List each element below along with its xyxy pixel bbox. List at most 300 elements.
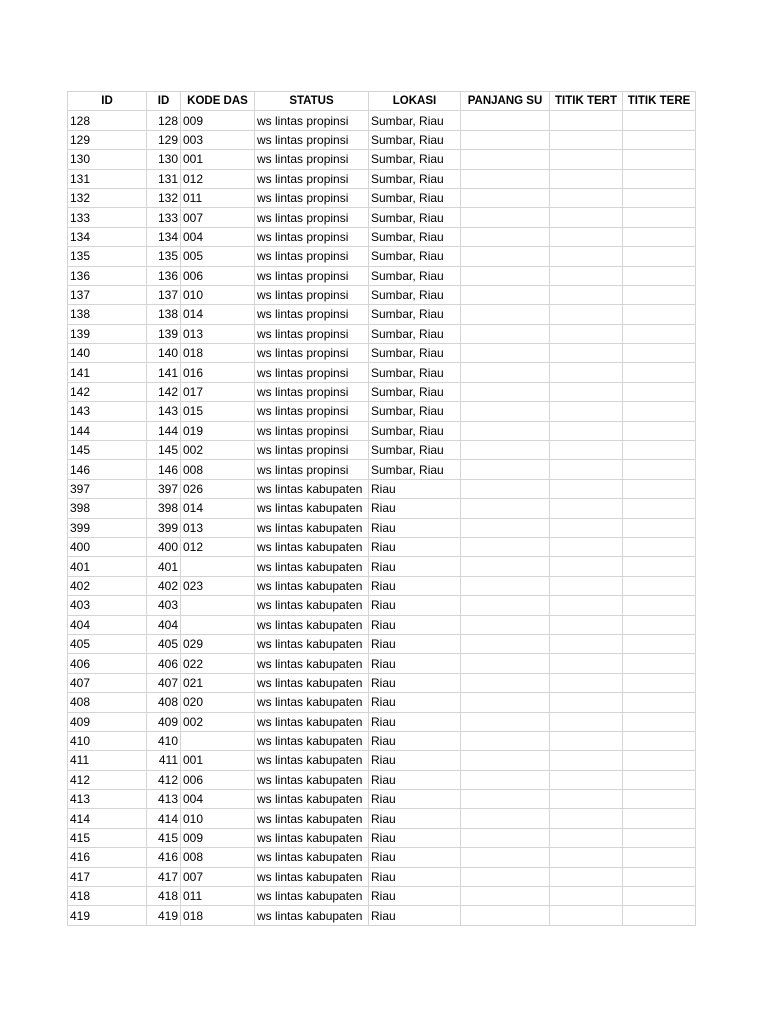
cell-panjang-su[interactable] [461, 887, 550, 906]
cell-lokasi[interactable]: Sumbar, Riau [369, 208, 461, 227]
cell-titik-tert[interactable] [550, 596, 623, 615]
cell-kode-das[interactable] [181, 596, 255, 615]
cell-id[interactable]: 412 [68, 770, 147, 789]
cell-lokasi[interactable]: Sumbar, Riau [369, 363, 461, 382]
cell-lokasi[interactable]: Riau [369, 809, 461, 828]
cell-lokasi[interactable]: Riau [369, 479, 461, 498]
cell-status[interactable]: ws lintas propinsi [255, 324, 369, 343]
cell-panjang-su[interactable] [461, 363, 550, 382]
cell-titik-tert[interactable] [550, 576, 623, 595]
cell-lokasi[interactable]: Riau [369, 557, 461, 576]
cell-titik-tere[interactable] [623, 576, 696, 595]
cell-status[interactable]: ws lintas kabupaten [255, 479, 369, 498]
cell-status[interactable]: ws lintas propinsi [255, 421, 369, 440]
cell-titik-tere[interactable] [623, 479, 696, 498]
cell-status[interactable]: ws lintas kabupaten [255, 828, 369, 847]
cell-id[interactable]: 129 [68, 130, 147, 149]
cell-panjang-su[interactable] [461, 382, 550, 401]
cell-status[interactable]: ws lintas kabupaten [255, 596, 369, 615]
cell-titik-tere[interactable] [623, 130, 696, 149]
cell-panjang-su[interactable] [461, 305, 550, 324]
cell-lokasi[interactable]: Riau [369, 518, 461, 537]
cell-id-2[interactable]: 128 [147, 111, 181, 130]
cell-kode-das[interactable]: 004 [181, 790, 255, 809]
cell-kode-das[interactable]: 007 [181, 867, 255, 886]
cell-lokasi[interactable]: Riau [369, 615, 461, 634]
cell-kode-das[interactable]: 006 [181, 770, 255, 789]
cell-titik-tere[interactable] [623, 169, 696, 188]
cell-status[interactable]: ws lintas kabupaten [255, 887, 369, 906]
cell-kode-das[interactable]: 003 [181, 130, 255, 149]
cell-lokasi[interactable]: Sumbar, Riau [369, 421, 461, 440]
cell-titik-tert[interactable] [550, 809, 623, 828]
cell-status[interactable]: ws lintas propinsi [255, 344, 369, 363]
cell-lokasi[interactable]: Sumbar, Riau [369, 150, 461, 169]
cell-id-2[interactable]: 129 [147, 130, 181, 149]
cell-titik-tert[interactable] [550, 266, 623, 285]
cell-id-2[interactable]: 414 [147, 809, 181, 828]
cell-panjang-su[interactable] [461, 654, 550, 673]
cell-kode-das[interactable]: 006 [181, 266, 255, 285]
cell-titik-tere[interactable] [623, 421, 696, 440]
cell-panjang-su[interactable] [461, 537, 550, 556]
cell-status[interactable]: ws lintas kabupaten [255, 906, 369, 925]
cell-id-2[interactable]: 399 [147, 518, 181, 537]
header-lokasi[interactable]: LOKASI [369, 92, 461, 111]
cell-panjang-su[interactable] [461, 169, 550, 188]
cell-id-2[interactable]: 139 [147, 324, 181, 343]
cell-status[interactable]: ws lintas kabupaten [255, 673, 369, 692]
cell-titik-tere[interactable] [623, 518, 696, 537]
cell-id[interactable]: 408 [68, 693, 147, 712]
cell-panjang-su[interactable] [461, 596, 550, 615]
cell-id[interactable]: 416 [68, 848, 147, 867]
cell-id[interactable]: 417 [68, 867, 147, 886]
cell-id-2[interactable]: 418 [147, 887, 181, 906]
cell-kode-das[interactable]: 018 [181, 344, 255, 363]
cell-status[interactable]: ws lintas propinsi [255, 460, 369, 479]
cell-id[interactable]: 144 [68, 421, 147, 440]
cell-titik-tere[interactable] [623, 382, 696, 401]
cell-status[interactable]: ws lintas propinsi [255, 130, 369, 149]
cell-id[interactable]: 137 [68, 285, 147, 304]
cell-lokasi[interactable]: Sumbar, Riau [369, 227, 461, 246]
header-titik-tert[interactable]: TITIK TERT [550, 92, 623, 111]
cell-id-2[interactable]: 403 [147, 596, 181, 615]
cell-titik-tere[interactable] [623, 324, 696, 343]
cell-lokasi[interactable]: Riau [369, 906, 461, 925]
cell-titik-tere[interactable] [623, 731, 696, 750]
header-id[interactable]: ID [68, 92, 147, 111]
cell-titik-tere[interactable] [623, 188, 696, 207]
cell-id[interactable]: 135 [68, 247, 147, 266]
cell-titik-tert[interactable] [550, 227, 623, 246]
cell-id[interactable]: 397 [68, 479, 147, 498]
cell-kode-das[interactable]: 014 [181, 499, 255, 518]
cell-kode-das[interactable]: 021 [181, 673, 255, 692]
cell-id[interactable]: 410 [68, 731, 147, 750]
cell-status[interactable]: ws lintas propinsi [255, 305, 369, 324]
cell-panjang-su[interactable] [461, 770, 550, 789]
cell-id-2[interactable]: 133 [147, 208, 181, 227]
cell-id-2[interactable]: 411 [147, 751, 181, 770]
cell-lokasi[interactable]: Sumbar, Riau [369, 247, 461, 266]
cell-kode-das[interactable]: 013 [181, 518, 255, 537]
cell-titik-tert[interactable] [550, 285, 623, 304]
cell-status[interactable]: ws lintas propinsi [255, 188, 369, 207]
cell-panjang-su[interactable] [461, 751, 550, 770]
cell-lokasi[interactable]: Sumbar, Riau [369, 344, 461, 363]
cell-id-2[interactable]: 415 [147, 828, 181, 847]
cell-titik-tere[interactable] [623, 111, 696, 130]
cell-kode-das[interactable]: 029 [181, 634, 255, 653]
cell-kode-das[interactable]: 023 [181, 576, 255, 595]
cell-titik-tert[interactable] [550, 790, 623, 809]
cell-id-2[interactable]: 416 [147, 848, 181, 867]
cell-titik-tert[interactable] [550, 887, 623, 906]
cell-id[interactable]: 404 [68, 615, 147, 634]
cell-id[interactable]: 401 [68, 557, 147, 576]
cell-titik-tert[interactable] [550, 324, 623, 343]
cell-id[interactable]: 413 [68, 790, 147, 809]
cell-lokasi[interactable]: Riau [369, 576, 461, 595]
cell-lokasi[interactable]: Riau [369, 751, 461, 770]
cell-lokasi[interactable]: Riau [369, 596, 461, 615]
cell-id-2[interactable]: 142 [147, 382, 181, 401]
cell-kode-das[interactable]: 017 [181, 382, 255, 401]
cell-titik-tere[interactable] [623, 712, 696, 731]
cell-titik-tert[interactable] [550, 693, 623, 712]
cell-status[interactable]: ws lintas kabupaten [255, 693, 369, 712]
cell-titik-tert[interactable] [550, 479, 623, 498]
cell-id-2[interactable]: 405 [147, 634, 181, 653]
cell-lokasi[interactable]: Sumbar, Riau [369, 130, 461, 149]
cell-id[interactable]: 142 [68, 382, 147, 401]
cell-kode-das[interactable]: 022 [181, 654, 255, 673]
cell-titik-tere[interactable] [623, 654, 696, 673]
cell-titik-tere[interactable] [623, 441, 696, 460]
cell-kode-das[interactable]: 008 [181, 460, 255, 479]
cell-titik-tert[interactable] [550, 906, 623, 925]
cell-id-2[interactable]: 406 [147, 654, 181, 673]
cell-panjang-su[interactable] [461, 227, 550, 246]
cell-kode-das[interactable]: 004 [181, 227, 255, 246]
cell-id-2[interactable]: 135 [147, 247, 181, 266]
cell-id-2[interactable]: 141 [147, 363, 181, 382]
header-id-2[interactable]: ID [147, 92, 181, 111]
cell-id-2[interactable]: 132 [147, 188, 181, 207]
cell-lokasi[interactable]: Sumbar, Riau [369, 111, 461, 130]
cell-id[interactable]: 136 [68, 266, 147, 285]
cell-titik-tert[interactable] [550, 208, 623, 227]
cell-status[interactable]: ws lintas propinsi [255, 111, 369, 130]
cell-titik-tert[interactable] [550, 150, 623, 169]
cell-lokasi[interactable]: Sumbar, Riau [369, 305, 461, 324]
cell-status[interactable]: ws lintas kabupaten [255, 809, 369, 828]
cell-panjang-su[interactable] [461, 731, 550, 750]
cell-lokasi[interactable]: Riau [369, 770, 461, 789]
cell-id[interactable]: 415 [68, 828, 147, 847]
cell-panjang-su[interactable] [461, 266, 550, 285]
cell-titik-tert[interactable] [550, 130, 623, 149]
cell-id-2[interactable]: 398 [147, 499, 181, 518]
cell-status[interactable]: ws lintas kabupaten [255, 790, 369, 809]
cell-panjang-su[interactable] [461, 402, 550, 421]
cell-status[interactable]: ws lintas propinsi [255, 285, 369, 304]
cell-titik-tert[interactable] [550, 441, 623, 460]
cell-id-2[interactable]: 136 [147, 266, 181, 285]
cell-kode-das[interactable] [181, 731, 255, 750]
cell-id-2[interactable]: 134 [147, 227, 181, 246]
cell-id[interactable]: 130 [68, 150, 147, 169]
cell-id-2[interactable]: 417 [147, 867, 181, 886]
cell-titik-tere[interactable] [623, 227, 696, 246]
cell-id[interactable]: 128 [68, 111, 147, 130]
cell-titik-tert[interactable] [550, 654, 623, 673]
cell-titik-tere[interactable] [623, 828, 696, 847]
cell-status[interactable]: ws lintas kabupaten [255, 848, 369, 867]
cell-titik-tert[interactable] [550, 867, 623, 886]
cell-titik-tert[interactable] [550, 518, 623, 537]
cell-lokasi[interactable]: Riau [369, 693, 461, 712]
cell-titik-tert[interactable] [550, 731, 623, 750]
cell-status[interactable]: ws lintas propinsi [255, 363, 369, 382]
cell-panjang-su[interactable] [461, 906, 550, 925]
cell-titik-tert[interactable] [550, 557, 623, 576]
cell-id[interactable]: 402 [68, 576, 147, 595]
cell-id[interactable]: 411 [68, 751, 147, 770]
cell-panjang-su[interactable] [461, 499, 550, 518]
cell-id[interactable]: 403 [68, 596, 147, 615]
header-kode-das[interactable]: KODE DAS [181, 92, 255, 111]
cell-id-2[interactable]: 409 [147, 712, 181, 731]
cell-status[interactable]: ws lintas propinsi [255, 441, 369, 460]
cell-panjang-su[interactable] [461, 557, 550, 576]
cell-lokasi[interactable]: Sumbar, Riau [369, 285, 461, 304]
cell-kode-das[interactable]: 020 [181, 693, 255, 712]
cell-id[interactable]: 143 [68, 402, 147, 421]
cell-titik-tere[interactable] [623, 887, 696, 906]
cell-kode-das[interactable]: 015 [181, 402, 255, 421]
cell-lokasi[interactable]: Sumbar, Riau [369, 324, 461, 343]
cell-id-2[interactable]: 401 [147, 557, 181, 576]
cell-lokasi[interactable]: Riau [369, 673, 461, 692]
cell-titik-tere[interactable] [623, 751, 696, 770]
cell-panjang-su[interactable] [461, 247, 550, 266]
cell-lokasi[interactable]: Sumbar, Riau [369, 188, 461, 207]
cell-panjang-su[interactable] [461, 111, 550, 130]
cell-kode-das[interactable]: 010 [181, 809, 255, 828]
cell-lokasi[interactable]: Sumbar, Riau [369, 169, 461, 188]
cell-id[interactable]: 141 [68, 363, 147, 382]
cell-kode-das[interactable]: 001 [181, 751, 255, 770]
cell-titik-tert[interactable] [550, 537, 623, 556]
cell-status[interactable]: ws lintas kabupaten [255, 770, 369, 789]
cell-id-2[interactable]: 130 [147, 150, 181, 169]
cell-id[interactable]: 399 [68, 518, 147, 537]
cell-titik-tere[interactable] [623, 150, 696, 169]
cell-kode-das[interactable]: 002 [181, 712, 255, 731]
cell-kode-das[interactable]: 012 [181, 537, 255, 556]
cell-id-2[interactable]: 413 [147, 790, 181, 809]
cell-id[interactable]: 419 [68, 906, 147, 925]
cell-id-2[interactable]: 404 [147, 615, 181, 634]
cell-kode-das[interactable]: 002 [181, 441, 255, 460]
cell-lokasi[interactable]: Riau [369, 712, 461, 731]
cell-id[interactable]: 133 [68, 208, 147, 227]
cell-status[interactable]: ws lintas propinsi [255, 150, 369, 169]
cell-status[interactable]: ws lintas propinsi [255, 208, 369, 227]
cell-id-2[interactable]: 143 [147, 402, 181, 421]
cell-id-2[interactable]: 402 [147, 576, 181, 595]
cell-lokasi[interactable]: Sumbar, Riau [369, 402, 461, 421]
cell-lokasi[interactable]: Riau [369, 654, 461, 673]
cell-status[interactable]: ws lintas kabupaten [255, 499, 369, 518]
cell-status[interactable]: ws lintas propinsi [255, 382, 369, 401]
cell-panjang-su[interactable] [461, 460, 550, 479]
cell-status[interactable]: ws lintas kabupaten [255, 634, 369, 653]
cell-titik-tere[interactable] [623, 906, 696, 925]
cell-titik-tert[interactable] [550, 188, 623, 207]
cell-panjang-su[interactable] [461, 441, 550, 460]
cell-lokasi[interactable]: Sumbar, Riau [369, 382, 461, 401]
cell-status[interactable]: ws lintas kabupaten [255, 867, 369, 886]
cell-id[interactable]: 140 [68, 344, 147, 363]
cell-titik-tert[interactable] [550, 499, 623, 518]
cell-kode-das[interactable]: 009 [181, 828, 255, 847]
cell-status[interactable]: ws lintas kabupaten [255, 557, 369, 576]
cell-titik-tere[interactable] [623, 615, 696, 634]
cell-id-2[interactable]: 131 [147, 169, 181, 188]
cell-panjang-su[interactable] [461, 576, 550, 595]
cell-id-2[interactable]: 400 [147, 537, 181, 556]
cell-status[interactable]: ws lintas kabupaten [255, 712, 369, 731]
cell-kode-das[interactable]: 026 [181, 479, 255, 498]
cell-titik-tere[interactable] [623, 363, 696, 382]
cell-kode-das[interactable]: 007 [181, 208, 255, 227]
cell-status[interactable]: ws lintas propinsi [255, 266, 369, 285]
cell-panjang-su[interactable] [461, 867, 550, 886]
cell-id[interactable]: 409 [68, 712, 147, 731]
cell-panjang-su[interactable] [461, 673, 550, 692]
cell-id-2[interactable]: 137 [147, 285, 181, 304]
cell-kode-das[interactable]: 011 [181, 887, 255, 906]
cell-status[interactable]: ws lintas propinsi [255, 169, 369, 188]
cell-lokasi[interactable]: Riau [369, 634, 461, 653]
cell-panjang-su[interactable] [461, 634, 550, 653]
cell-titik-tere[interactable] [623, 305, 696, 324]
cell-lokasi[interactable]: Riau [369, 867, 461, 886]
cell-status[interactable]: ws lintas kabupaten [255, 537, 369, 556]
cell-titik-tert[interactable] [550, 382, 623, 401]
cell-titik-tert[interactable] [550, 363, 623, 382]
cell-titik-tere[interactable] [623, 634, 696, 653]
cell-titik-tert[interactable] [550, 712, 623, 731]
cell-lokasi[interactable]: Sumbar, Riau [369, 266, 461, 285]
cell-kode-das[interactable] [181, 557, 255, 576]
cell-lokasi[interactable]: Riau [369, 848, 461, 867]
cell-panjang-su[interactable] [461, 828, 550, 847]
cell-panjang-su[interactable] [461, 130, 550, 149]
cell-id-2[interactable]: 397 [147, 479, 181, 498]
cell-id[interactable]: 407 [68, 673, 147, 692]
cell-id[interactable]: 418 [68, 887, 147, 906]
cell-titik-tert[interactable] [550, 828, 623, 847]
cell-status[interactable]: ws lintas kabupaten [255, 576, 369, 595]
cell-id-2[interactable]: 410 [147, 731, 181, 750]
cell-id-2[interactable]: 407 [147, 673, 181, 692]
cell-panjang-su[interactable] [461, 208, 550, 227]
cell-titik-tere[interactable] [623, 557, 696, 576]
cell-id[interactable]: 146 [68, 460, 147, 479]
cell-panjang-su[interactable] [461, 285, 550, 304]
cell-titik-tere[interactable] [623, 809, 696, 828]
cell-panjang-su[interactable] [461, 188, 550, 207]
cell-status[interactable]: ws lintas propinsi [255, 247, 369, 266]
cell-titik-tert[interactable] [550, 460, 623, 479]
cell-titik-tert[interactable] [550, 848, 623, 867]
cell-panjang-su[interactable] [461, 324, 550, 343]
cell-lokasi[interactable]: Riau [369, 499, 461, 518]
cell-id[interactable]: 138 [68, 305, 147, 324]
cell-kode-das[interactable]: 014 [181, 305, 255, 324]
cell-id[interactable]: 400 [68, 537, 147, 556]
cell-titik-tere[interactable] [623, 596, 696, 615]
header-titik-tere[interactable]: TITIK TERE [623, 92, 696, 111]
cell-kode-das[interactable]: 012 [181, 169, 255, 188]
cell-titik-tert[interactable] [550, 305, 623, 324]
cell-titik-tert[interactable] [550, 673, 623, 692]
cell-id[interactable]: 398 [68, 499, 147, 518]
cell-id-2[interactable]: 145 [147, 441, 181, 460]
cell-titik-tert[interactable] [550, 111, 623, 130]
cell-titik-tere[interactable] [623, 867, 696, 886]
cell-titik-tere[interactable] [623, 770, 696, 789]
cell-kode-das[interactable]: 008 [181, 848, 255, 867]
cell-panjang-su[interactable] [461, 712, 550, 731]
cell-titik-tert[interactable] [550, 634, 623, 653]
cell-status[interactable]: ws lintas kabupaten [255, 518, 369, 537]
cell-titik-tert[interactable] [550, 770, 623, 789]
cell-id[interactable]: 134 [68, 227, 147, 246]
cell-lokasi[interactable]: Riau [369, 828, 461, 847]
cell-status[interactable]: ws lintas propinsi [255, 227, 369, 246]
cell-id-2[interactable]: 419 [147, 906, 181, 925]
cell-titik-tere[interactable] [623, 402, 696, 421]
cell-status[interactable]: ws lintas propinsi [255, 402, 369, 421]
cell-titik-tere[interactable] [623, 208, 696, 227]
cell-lokasi[interactable]: Sumbar, Riau [369, 460, 461, 479]
cell-kode-das[interactable]: 005 [181, 247, 255, 266]
cell-kode-das[interactable] [181, 615, 255, 634]
cell-id[interactable]: 414 [68, 809, 147, 828]
cell-panjang-su[interactable] [461, 615, 550, 634]
cell-titik-tere[interactable] [623, 247, 696, 266]
cell-id[interactable]: 406 [68, 654, 147, 673]
cell-titik-tert[interactable] [550, 421, 623, 440]
cell-panjang-su[interactable] [461, 693, 550, 712]
cell-lokasi[interactable]: Riau [369, 790, 461, 809]
cell-panjang-su[interactable] [461, 344, 550, 363]
cell-titik-tert[interactable] [550, 169, 623, 188]
cell-status[interactable]: ws lintas kabupaten [255, 654, 369, 673]
cell-status[interactable]: ws lintas kabupaten [255, 731, 369, 750]
cell-titik-tere[interactable] [623, 460, 696, 479]
cell-kode-das[interactable]: 018 [181, 906, 255, 925]
cell-kode-das[interactable]: 016 [181, 363, 255, 382]
cell-titik-tere[interactable] [623, 344, 696, 363]
cell-titik-tert[interactable] [550, 402, 623, 421]
